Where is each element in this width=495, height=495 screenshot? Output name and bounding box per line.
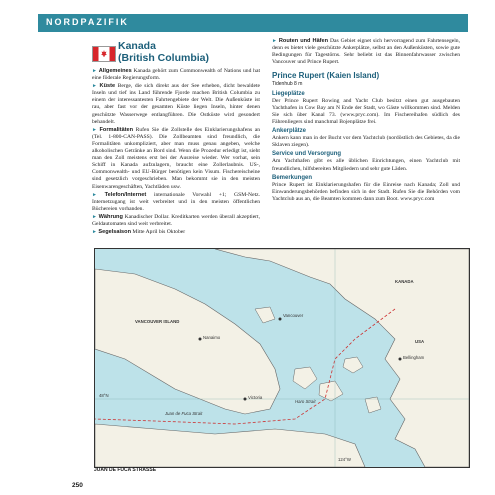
- triangle-bullet-icon: ►: [92, 84, 97, 90]
- section-text: Ankern kann man in der Bucht vor dem Yachtclub (nordöstlich des Gebietes, da die Sklaven ziegen).: [272, 135, 460, 149]
- island: [319, 381, 343, 401]
- section-header-bar: [38, 14, 468, 32]
- island: [255, 307, 275, 323]
- section-heading: Ankerplätze: [272, 128, 307, 135]
- maple-leaf-icon: [101, 50, 107, 57]
- country-title: [118, 40, 209, 64]
- port-info: [272, 38, 460, 204]
- section-text: Der Prince Rupert Rowing and Yacht Club besitzt einen gut ausgebauten Yachthafen in Cow Bay am N Ende der Stadt, wo Gäste willkommen sind. Melden Sie sich über Kanal 73. (www.pryc.com). Im Fischereihafen südlich des Fährenliegers sind manchmal Bojenplätze frei.: [272, 97, 460, 125]
- info-text: Kanada gehört zum Commonwealth of Nations und hat eine föderale Regierungsform.: [92, 68, 261, 82]
- routes-label: Routen und Häfen: [278, 38, 329, 44]
- section-heading: Liegeplätze: [272, 90, 305, 97]
- info-text: internationale Vorwahl +1; GSM-Netz. Internetzugang ist weit verbreitet und in den meisten öffentlichen Büchereien vorhanden.: [92, 191, 261, 212]
- map-label-victoria: Victoria: [248, 395, 263, 400]
- info-label: Küste: [99, 83, 116, 90]
- triangle-bullet-icon: ►: [92, 127, 97, 133]
- section-heading: Service und Versorgung: [272, 151, 342, 158]
- tide-range: Tidenhub 8 m: [272, 81, 303, 88]
- map-label-vancouver-island: VANCOUVER ISLAND: [135, 319, 180, 324]
- map-juan-de-fuca: [94, 248, 470, 468]
- info-text: Mitte April bis Oktober: [132, 229, 186, 236]
- city-marker: [399, 358, 402, 361]
- info-item: [92, 127, 260, 191]
- routes-text: Das Gebiet eignet sich hervorragend zum Fahrtensegeln, denn es bietet viele geschützte Ankerplätze, selbst an den Außenküsten, sowie gute Bedingungen für Tagestörns. Sehr beliebt ist das Binnenfahrwasser zwischen Vancouver und Prince Rupert.: [272, 38, 460, 66]
- island: [365, 397, 381, 413]
- triangle-bullet-icon: ►: [272, 39, 277, 44]
- country-title-line1: Kanada: [118, 40, 156, 52]
- vancouver-island-land: [95, 269, 280, 414]
- section-text: Am Yachthafen gibt es alle üblichen Einrichtungen, einen Yachtclub mit freundlichen, hilfsbereiten Mitgliedern und sehr gute Läden.: [272, 158, 460, 172]
- info-item: [92, 68, 260, 82]
- country-info-list: [92, 68, 260, 237]
- info-label: Allgemeines: [98, 68, 132, 74]
- info-label: Formalitäten: [99, 126, 134, 133]
- map-label-longitude: 124°W: [338, 457, 351, 462]
- section-heading: Bemerkungen: [272, 174, 313, 181]
- info-text: Kanadischer Dollar. Kreditkarten werden überall akzeptiert, Geldautomaten sind weit verbreitet.: [92, 213, 260, 227]
- triangle-bullet-icon: ►: [92, 192, 97, 198]
- olympic-peninsula-land: [95, 424, 365, 467]
- map-label-bellingham: Bellingham: [403, 355, 425, 360]
- triangle-bullet-icon: ►: [92, 230, 97, 236]
- city-marker: [199, 338, 202, 341]
- island: [293, 367, 317, 389]
- page-number: 250: [72, 482, 83, 489]
- routes-paragraph: [272, 38, 460, 66]
- info-text: Berge, die sich direkt aus der See erheben, dicht bewaldete Inseln und tief ins Land führende Fjorde machen British Columbia zu einem der interessantesten Fahrtengebiete der Welt. Die Außenküste ist rau, aber fast vor der gesamten Küste liegen Inseln, hinter denen geschützte Wasserwege entlangführen. Die Ostküste wird gesondert behandelt.: [92, 83, 260, 125]
- country-title-line2: (British Columbia): [118, 52, 209, 64]
- info-item: [92, 214, 260, 228]
- info-text: Rufen Sie die Zollstelle des Einklarierungshafens an (Tel. 1-800-CAN-PASS). Die Zollbeamten sind freundlich, die Formalitäten unkompliziert, aber man muss genau angeben, welche alkoholischen Getränke an Bord sind. Wenn die Prozedur erledigt ist, sieht man den Zoll meistens erst bei der Ausreise wieder. Wer vorhat, sein Schiff in Kanada aufzulagern, braucht eine Zollerlaubnis. US-, Commonwealth- und EU-Bürger benötigen kein Visum. Fischereischeine sind gesetzlich vorgeschrieben. Man bekommt sie in den meisten Eisenwarengeschäften, Yachtläden usw.: [92, 126, 261, 190]
- city-marker: [244, 398, 247, 401]
- map-label-latitude: 48°N: [99, 393, 109, 398]
- info-label: Telefon/Internet: [104, 191, 147, 198]
- section-text: Prince Rupert ist Einklarierungshafen für die Einreise nach Kanada; Zoll und Einwanderungsbehörden befinden sich in der Stadt. Rufen Sie die Behörden vom Yachtclub aus an, die Beamten kommen dann zum Boot. www.pryc.com: [272, 181, 460, 202]
- info-label: Segelsaison: [98, 229, 132, 236]
- port-title: Prince Rupert (Kaien Island): [272, 71, 380, 81]
- section-header-title: NORDPAZIFIK: [46, 17, 129, 27]
- triangle-bullet-icon: ►: [92, 214, 97, 220]
- info-label: Währung: [98, 213, 123, 220]
- map-label-juan-de-fuca: Juan de Fuca Strait: [165, 411, 203, 416]
- canada-flag-icon: [92, 46, 116, 62]
- triangle-bullet-icon: ►: [92, 69, 97, 74]
- city-marker: [279, 318, 282, 321]
- map-label-kanada: KANADA: [395, 279, 414, 284]
- map-caption: JUAN DE FUCA STRASSE: [94, 467, 157, 473]
- map-label-vancouver: Vancouver: [283, 313, 304, 318]
- island: [343, 357, 363, 373]
- map-label-haro-strait: Haro Strait: [295, 399, 316, 404]
- map-label-nanaimo: Nanaimo: [203, 335, 221, 340]
- info-item: [92, 83, 260, 126]
- info-item: [92, 229, 260, 236]
- info-item: [92, 192, 260, 213]
- map-label-usa: USA: [415, 339, 425, 344]
